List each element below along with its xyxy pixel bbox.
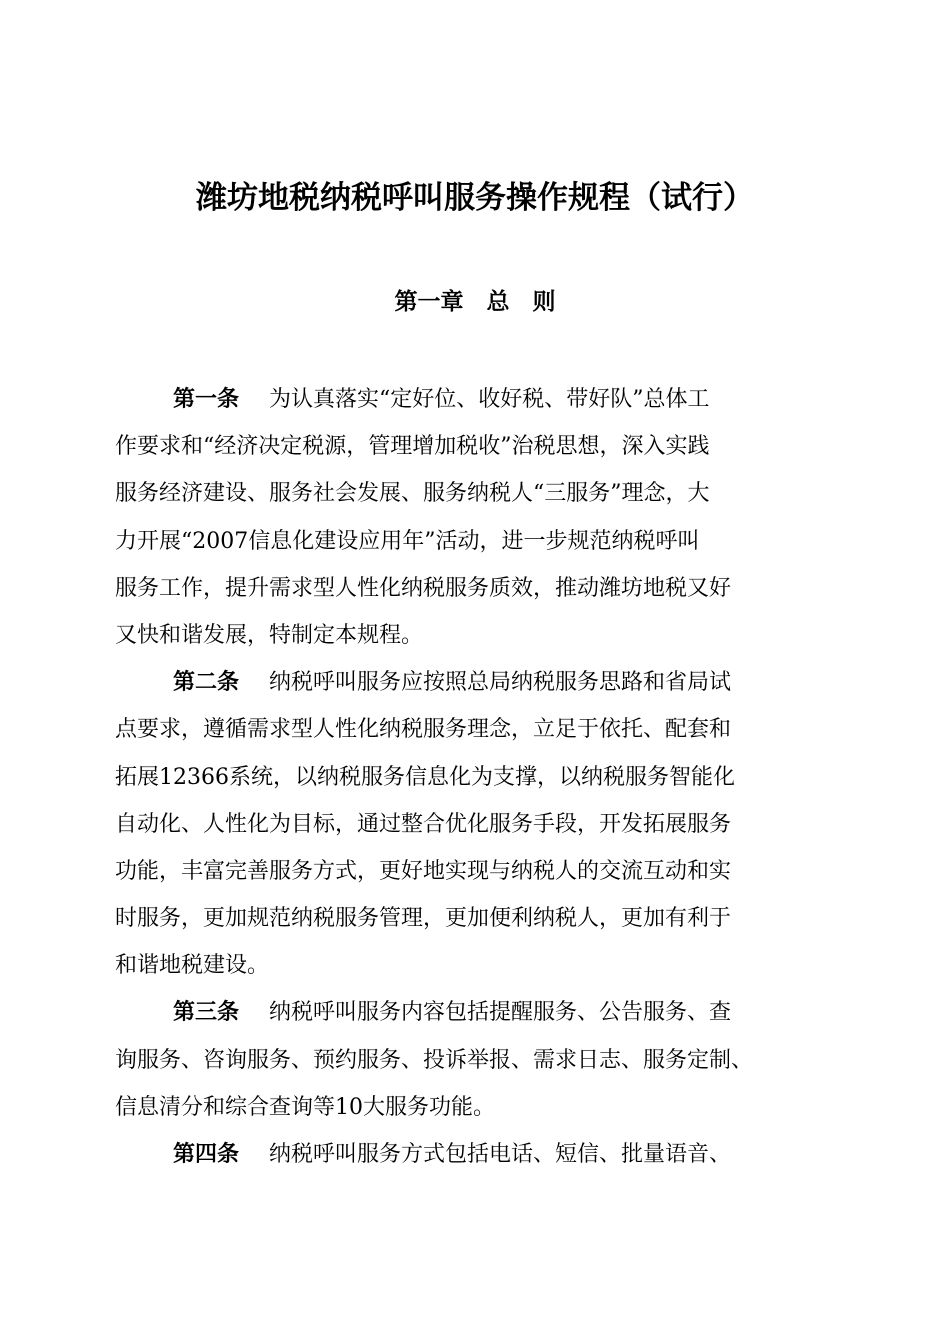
article-2-line-4: 自动化、人性化为目标，通过整合优化服务手段，开发拓展服务: [115, 811, 732, 837]
article-1-text-1: 为认真落实“定好位、收好税、带好队”总体工: [269, 387, 710, 412]
article-3: [115, 989, 855, 1131]
article-1-line-1: [115, 376, 855, 423]
article-1-line-2: 作要求和“经济决定税源，管理增加税收”治税思想，深入实践: [115, 434, 710, 460]
article-4: [115, 1131, 855, 1178]
article-3-text-1: 纳税呼叫服务内容包括提醒服务、公告服务、查: [269, 1000, 732, 1026]
article-3-line-3: 信息清分和综合查询等10大服务功能。: [115, 1094, 495, 1120]
article-1-line-3: 服务经济建设、服务社会发展、服务纳税人“三服务”理念，大: [115, 481, 710, 507]
article-3-label: 第三条: [173, 1000, 240, 1026]
document-title: 潍坊地税纳税呼叫服务操作规程（试行）: [196, 180, 754, 216]
article-1: [115, 376, 855, 659]
article-3-line-1: [115, 989, 855, 1036]
article-1-line-4: 力开展“2007信息化建设应用年”活动，进一步规范纳税呼叫: [115, 528, 700, 554]
article-2-line-1: [115, 659, 855, 706]
article-2: [115, 659, 855, 989]
article-1-line-5: 服务工作，提升需求型人性化纳税服务质效，推动潍坊地税又好: [115, 575, 732, 601]
article-2-line-7: 和谐地税建设。: [115, 953, 270, 979]
article-2-line-5: 功能，丰富完善服务方式，更好地实现与纳税人的交流互动和实: [115, 858, 732, 884]
article-2-line-3: 拓展12366系统，以纳税服务信息化为支撑，以纳税服务智能化: [115, 764, 735, 790]
article-2-line-6: 时服务，更加规范纳税服务管理，更加便利纳税人，更加有利于: [115, 906, 732, 932]
article-1-line-6: 又快和谐发展，特制定本规程。: [115, 622, 424, 648]
article-2-label: 第二条: [173, 670, 240, 696]
article-2-line-2: 点要求，遵循需求型人性化纳税服务理念，立足于依托、配套和: [115, 717, 732, 743]
article-2-text-1: 纳税呼叫服务应按照总局纳税服务思路和省局试: [269, 670, 732, 696]
article-4-label: 第四条: [173, 1142, 240, 1167]
document-body: [115, 376, 855, 1178]
chapter-heading: 第一章 总 则: [394, 289, 556, 315]
article-4-line-1: [115, 1131, 855, 1178]
article-1-label: 第一条: [173, 387, 240, 412]
article-4-text-1: 纳税呼叫服务方式包括电话、短信、批量语音、: [269, 1142, 732, 1167]
article-3-line-2: 询服务、咨询服务、预约服务、投诉举报、需求日志、服务定制、: [115, 1047, 754, 1073]
